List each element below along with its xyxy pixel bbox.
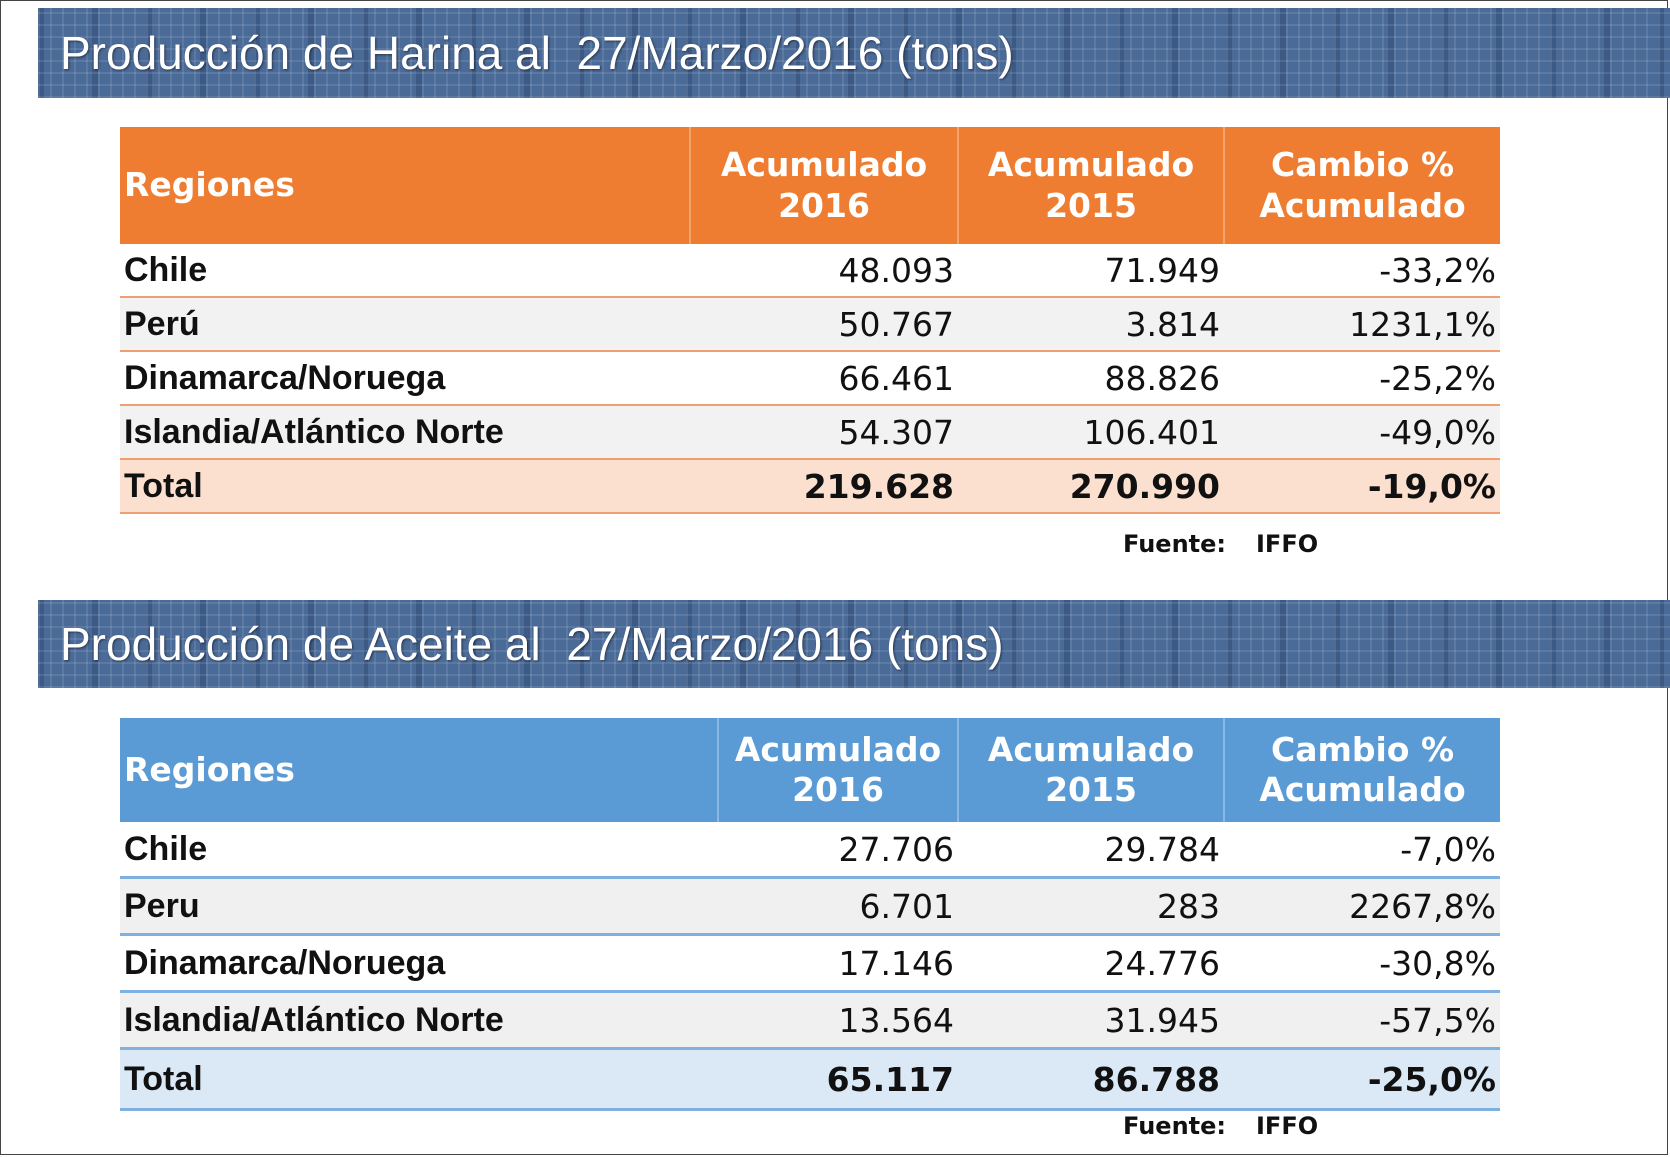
table-row <box>120 351 1500 405</box>
acum2016-cell: 50.767 <box>690 297 958 351</box>
source-label: Fuente: <box>1123 530 1226 558</box>
header-acumulado-2015: Acumulado 2015 <box>958 718 1224 822</box>
acum2015-cell: 29.784 <box>958 822 1224 878</box>
cambio-cell: -7,0% <box>1224 822 1500 878</box>
aceite-title-banner: Producción de Aceite al 27/Marzo/2016 (tons) <box>38 600 1670 688</box>
aceite-source <box>1123 1112 1318 1140</box>
acum2015-cell: 270.990 <box>958 459 1224 513</box>
source-label: Fuente: <box>1123 1112 1226 1140</box>
table-row <box>120 935 1500 992</box>
acum2015-cell: 71.949 <box>958 244 1224 297</box>
region-cell: Peru <box>120 878 718 935</box>
harina-title-banner: Producción de Harina al 27/Marzo/2016 (tons) <box>38 8 1670 98</box>
harina-table <box>120 127 1500 514</box>
header-cambio: Cambio % Acumulado <box>1224 127 1500 244</box>
source-value: IFFO <box>1256 530 1319 558</box>
acum2015-cell: 88.826 <box>958 351 1224 405</box>
total-row <box>120 459 1500 513</box>
region-cell: Dinamarca/Noruega <box>120 935 718 992</box>
cambio-cell: -57,5% <box>1224 992 1500 1049</box>
table-row <box>120 405 1500 459</box>
total-row <box>120 1049 1500 1110</box>
acum2015-cell: 283 <box>958 878 1224 935</box>
acum2016-cell: 219.628 <box>690 459 958 513</box>
header-acumulado-2016: Acumulado 2016 <box>718 718 958 822</box>
acum2015-cell: 24.776 <box>958 935 1224 992</box>
acum2015-cell: 86.788 <box>958 1049 1224 1110</box>
acum2016-cell: 65.117 <box>718 1049 958 1110</box>
acum2015-cell: 106.401 <box>958 405 1224 459</box>
cambio-cell: -25,0% <box>1224 1049 1500 1110</box>
acum2016-cell: 13.564 <box>718 992 958 1049</box>
acum2016-cell: 66.461 <box>690 351 958 405</box>
region-cell: Total <box>120 459 690 513</box>
region-cell: Total <box>120 1049 718 1110</box>
cambio-cell: -33,2% <box>1224 244 1500 297</box>
table-row <box>120 244 1500 297</box>
header-regiones: Regiones <box>120 718 718 822</box>
table-row <box>120 297 1500 351</box>
region-cell: Islandia/Atlántico Norte <box>120 992 718 1049</box>
header-acumulado-2016: Acumulado 2016 <box>690 127 958 244</box>
cambio-cell: -25,2% <box>1224 351 1500 405</box>
cambio-cell: 2267,8% <box>1224 878 1500 935</box>
header-regiones: Regiones <box>120 127 690 244</box>
cambio-cell: -49,0% <box>1224 405 1500 459</box>
header-acumulado-2015: Acumulado 2015 <box>958 127 1224 244</box>
acum2016-cell: 48.093 <box>690 244 958 297</box>
header-cambio: Cambio % Acumulado <box>1224 718 1500 822</box>
aceite-header-row <box>120 718 1500 822</box>
table-row <box>120 992 1500 1049</box>
region-cell: Perú <box>120 297 690 351</box>
cambio-cell: 1231,1% <box>1224 297 1500 351</box>
acum2016-cell: 6.701 <box>718 878 958 935</box>
acum2016-cell: 54.307 <box>690 405 958 459</box>
acum2015-cell: 31.945 <box>958 992 1224 1049</box>
region-cell: Islandia/Atlántico Norte <box>120 405 690 459</box>
table-row <box>120 878 1500 935</box>
region-cell: Chile <box>120 822 718 878</box>
region-cell: Dinamarca/Noruega <box>120 351 690 405</box>
acum2016-cell: 17.146 <box>718 935 958 992</box>
table-row <box>120 822 1500 878</box>
harina-header-row <box>120 127 1500 244</box>
harina-source <box>1123 530 1318 558</box>
acum2015-cell: 3.814 <box>958 297 1224 351</box>
aceite-table <box>120 718 1500 1111</box>
source-value: IFFO <box>1256 1112 1319 1140</box>
cambio-cell: -19,0% <box>1224 459 1500 513</box>
cambio-cell: -30,8% <box>1224 935 1500 992</box>
region-cell: Chile <box>120 244 690 297</box>
acum2016-cell: 27.706 <box>718 822 958 878</box>
